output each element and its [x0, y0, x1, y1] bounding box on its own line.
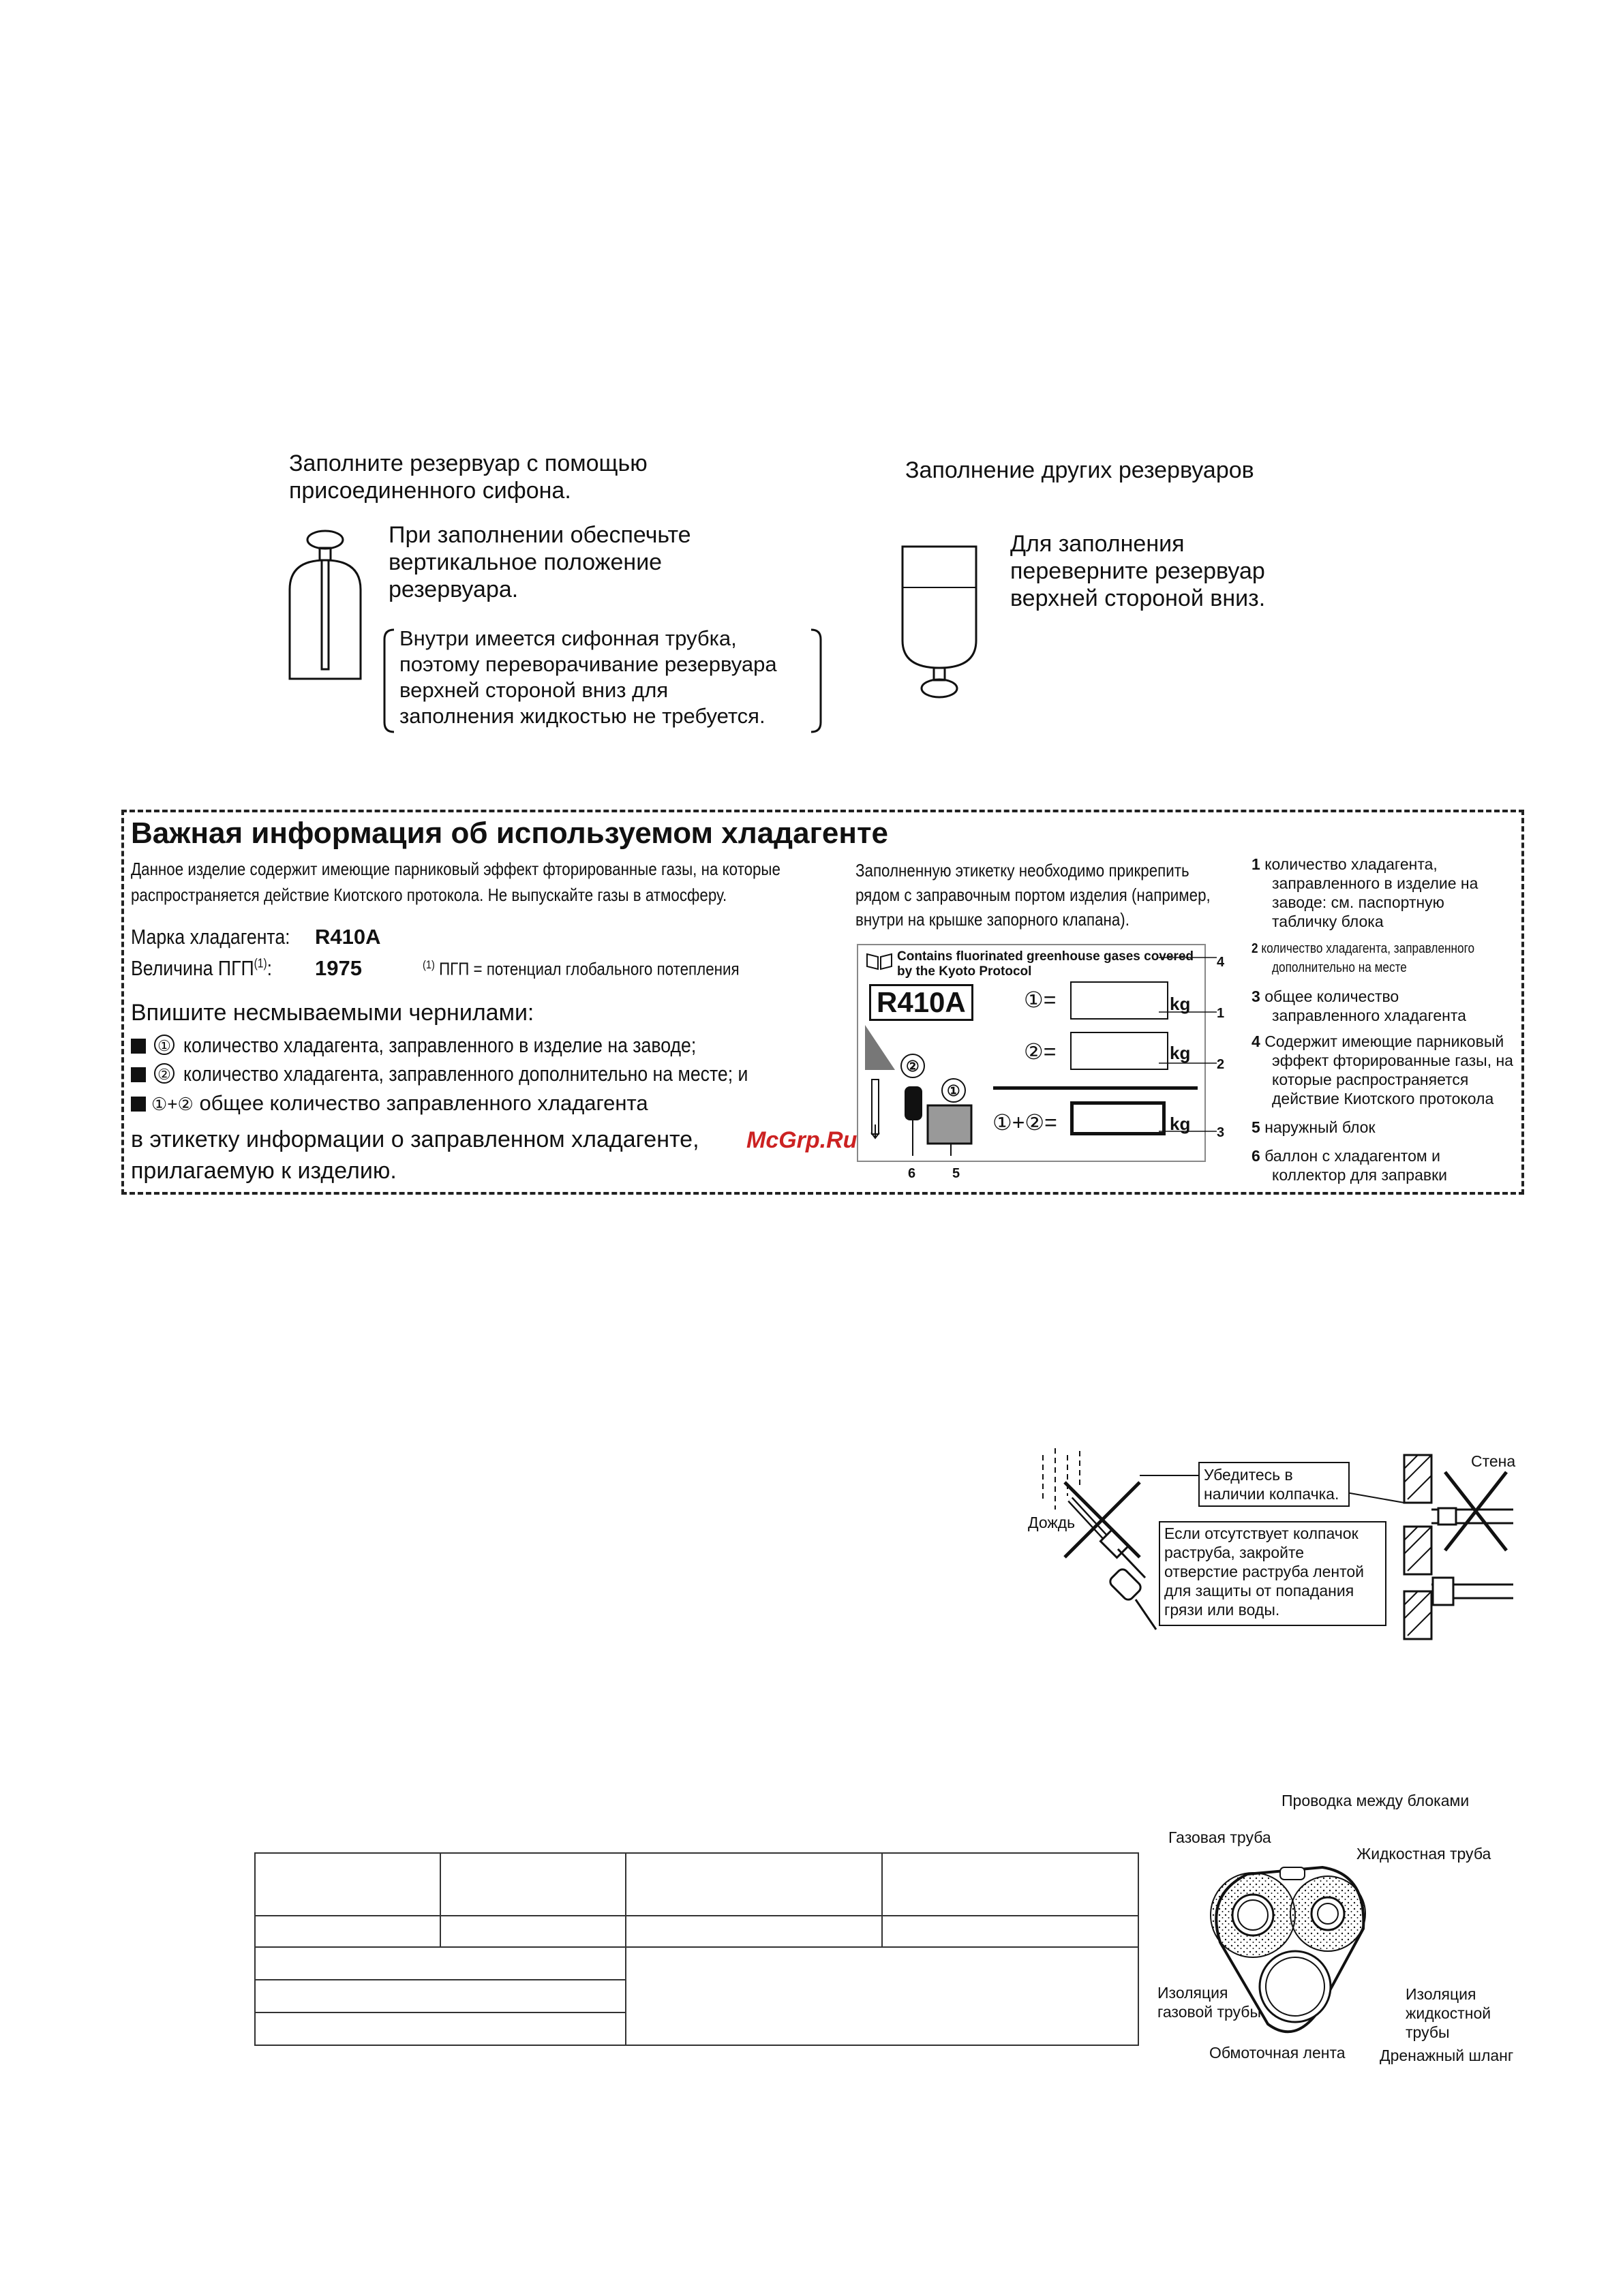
label-pointer-1: 1	[1217, 1006, 1225, 1021]
gwp-value: 1975	[315, 956, 362, 980]
label-row1: ①=	[1024, 988, 1057, 1012]
siphon-instr-line2: вертикальное положение	[389, 549, 663, 575]
label-field3	[1070, 1101, 1166, 1135]
watermark: McGrp.Ru	[746, 1127, 858, 1153]
table-cell	[882, 1853, 1138, 1916]
siphon-title-line2: присоединенного сифона.	[289, 478, 571, 504]
other-tanks-title: Заполнение других резервуаров	[905, 457, 1254, 483]
legend-line: заправленного хладагента	[1272, 1007, 1466, 1024]
siphon-instr-line1: При заполнении обеспечьте	[389, 522, 691, 548]
legend-line: количество хладагента, заправленного	[1261, 941, 1475, 956]
important-para-line1: Данное изделие содержит имеющие парниковый эффект фторированные газы, на которые	[131, 859, 780, 879]
gwp-label: Величина ПГП	[131, 956, 254, 980]
siphon-title-line1: Заполните резервуар с помощью	[289, 450, 648, 476]
legend-line: количество хладагента,	[1264, 855, 1438, 873]
gas-pipe-label: Газовая труба	[1168, 1828, 1271, 1846]
bullet-square-icon	[131, 1039, 146, 1054]
other-tanks-instr-line1: Для заполнения	[1010, 531, 1185, 557]
bullet-square-icon	[131, 1067, 146, 1082]
callout-tape-line1: Если отсутствует колпачок	[1164, 1525, 1359, 1542]
liquid-insul-line3: трубы	[1406, 2023, 1450, 2041]
legend-item-5	[1252, 1118, 1376, 1137]
siphon-note-line2: поэтому переворачивание резервуара	[399, 652, 777, 676]
label-unit3: kg	[1170, 1114, 1191, 1134]
circled-2-icon: ②	[154, 1063, 175, 1084]
important-heading: Важная информация об используемом хладагенте	[131, 816, 888, 850]
liquid-insul-line1: Изоляция	[1406, 1985, 1476, 2003]
bullet-square-icon	[131, 1097, 146, 1112]
legend-line: эффект фторированные газы, на	[1272, 1052, 1513, 1069]
callout-tape-line5: грязи или воды.	[1164, 1601, 1280, 1619]
gas-insul-line1: Изоляция	[1157, 1984, 1228, 2002]
legend-line: коллектор для заправки	[1272, 1166, 1447, 1184]
label-field2	[1070, 1032, 1168, 1070]
label-icon-num1: ①	[947, 1082, 960, 1099]
tail-line1: в этикетку информации о заправленном хладагенте,	[131, 1127, 699, 1152]
callout-cap-line1: Убедитесь в	[1204, 1466, 1293, 1484]
callout-cap-line2: наличии колпачка.	[1204, 1485, 1339, 1503]
tail-line2: прилагаемую к изделию.	[131, 1158, 397, 1184]
label-header-line1: Contains fluorinated greenhouse gases covered	[897, 949, 1194, 964]
write-title: Впишите несмываемыми чернилами:	[131, 1000, 534, 1026]
legend-num: 6	[1252, 1147, 1260, 1165]
legend-line: которые распространяется	[1272, 1071, 1469, 1088]
label-unit2: kg	[1170, 1043, 1191, 1063]
label-row3: ①+②=	[992, 1110, 1057, 1135]
siphon-note-line4: заполнения жидкостью не требуется.	[399, 704, 765, 728]
brand-value: R410A	[315, 925, 381, 949]
siphon-tank-illustration	[283, 525, 385, 688]
callout-tape-line4: для защиты от попадания	[1164, 1582, 1354, 1599]
write-item1-text: количество хладагента, заправленного в изделие на заводе;	[183, 1033, 696, 1057]
liquid-pipe-label: Жидкостная труба	[1356, 1845, 1491, 1863]
label-field1	[1070, 981, 1168, 1020]
label-pointer-3: 3	[1217, 1125, 1225, 1140]
liquid-insul-line2: жидкостной	[1406, 2004, 1491, 2022]
legend-num: 1	[1252, 855, 1260, 873]
legend-line: табличку блока	[1272, 913, 1384, 930]
legend-line: наружный блок	[1264, 1118, 1376, 1136]
label-note-line2: рядом с заправочным портом изделия (например,	[855, 885, 1211, 905]
gwp-note-text: ПГП = потенциал глобального потепления	[439, 958, 740, 979]
label-unit1: kg	[1170, 994, 1191, 1014]
inverted-tank-illustration	[894, 538, 986, 709]
tape-label: Обмоточная лента	[1209, 2044, 1346, 2062]
book-icon	[866, 951, 893, 970]
gwp-sup: (1)	[254, 956, 267, 970]
gas-insul-line2: газовой трубы	[1157, 2003, 1262, 2021]
table-cell	[255, 1947, 626, 1980]
legend-item-1	[1252, 855, 1438, 874]
write-item3-text: общее количество заправленного хладагента	[199, 1091, 648, 1115]
label-icon-num2: ②	[906, 1058, 920, 1075]
legend-line: действие Киотского протокола	[1272, 1090, 1494, 1107]
other-tanks-instr-line2: переверните резервуар	[1010, 558, 1265, 584]
legend-line: дополнительно на месте	[1272, 960, 1407, 975]
legend-line: Содержит имеющие парниковый	[1264, 1032, 1504, 1050]
legend-num: 4	[1252, 1032, 1260, 1050]
important-para-line2: распространяется действие Киотского протокола. Не выпускайте газы в атмосферу.	[131, 885, 727, 905]
brand-label: Марка хладагента:	[131, 925, 290, 949]
callout-tape-line2: раструба, закройте	[1164, 1544, 1305, 1561]
label-pointer-6: 6	[908, 1166, 916, 1181]
legend-item-4	[1252, 1032, 1504, 1051]
circled-1-plus-2-icon: ①+②	[151, 1094, 194, 1114]
label-note-line3: внутри на крышке запорного клапана).	[855, 909, 1129, 930]
table-cell	[255, 1853, 440, 1916]
siphon-note-line1: Внутри имеется сифонная трубка,	[399, 626, 737, 650]
write-item2-text: количество хладагента, заправленного дополнительно на месте; и	[183, 1062, 748, 1086]
legend-item-6	[1252, 1146, 1440, 1165]
label-charging-pictogram	[862, 1022, 999, 1165]
siphon-note-line3: верхней стороной вниз для	[399, 678, 669, 702]
table-cell	[440, 1853, 626, 1916]
table-cell	[626, 1853, 882, 1916]
gwp-note-sup: (1)	[423, 958, 435, 971]
label-header-line2: by the Kyoto Protocol	[897, 964, 1032, 979]
table-cell	[255, 2012, 626, 2045]
label-refrigerant: R410A	[869, 984, 973, 1021]
callout-tape-line3: отверстие раструба лентой	[1164, 1563, 1364, 1580]
gwp-colon: :	[267, 956, 273, 980]
label-pointer-4: 4	[1217, 955, 1225, 970]
table-cell	[255, 1916, 440, 1947]
table-cell	[882, 1916, 1138, 1947]
write-item3	[131, 1090, 648, 1116]
legend-line: баллон с хладагентом и	[1264, 1147, 1440, 1165]
table-cell	[255, 1980, 626, 2012]
table-cell	[440, 1916, 626, 1947]
legend-line: общее количество	[1264, 988, 1399, 1005]
label-pointer-5: 5	[952, 1166, 960, 1181]
write-item1	[131, 1032, 779, 1058]
table-cell	[626, 1916, 882, 1947]
gwp-note	[423, 958, 740, 980]
other-tanks-instr-line3: верхней стороной вниз.	[1010, 585, 1266, 611]
siphon-instr-line3: резервуара.	[389, 577, 519, 602]
legend-num: 2	[1252, 941, 1258, 956]
legend-num: 5	[1252, 1118, 1260, 1136]
gwp-row	[131, 955, 272, 981]
legend-item-2	[1252, 940, 1474, 957]
legend-line: заводе: см. паспортную	[1272, 893, 1444, 911]
wiring-label: Проводка между блоками	[1281, 1792, 1470, 1809]
label-pointer-2: 2	[1217, 1057, 1225, 1072]
circled-1-icon: ①	[154, 1035, 175, 1055]
label-row2: ②=	[1024, 1039, 1057, 1064]
wall-label: Стена	[1471, 1452, 1516, 1470]
write-item2	[131, 1061, 840, 1087]
insulation-cross-section	[1200, 1840, 1377, 2058]
legend-item-3	[1252, 987, 1399, 1006]
rain-label: Дождь	[1028, 1514, 1076, 1531]
drain-label: Дренажный шланг	[1380, 2047, 1514, 2064]
legend-line: заправленного в изделие на	[1272, 874, 1478, 892]
table-cell	[626, 1947, 1138, 2045]
label-note-line1: Заполненную этикетку необходимо прикрепить	[855, 860, 1189, 881]
specification-table	[254, 1852, 1139, 2046]
legend-num: 3	[1252, 988, 1260, 1005]
